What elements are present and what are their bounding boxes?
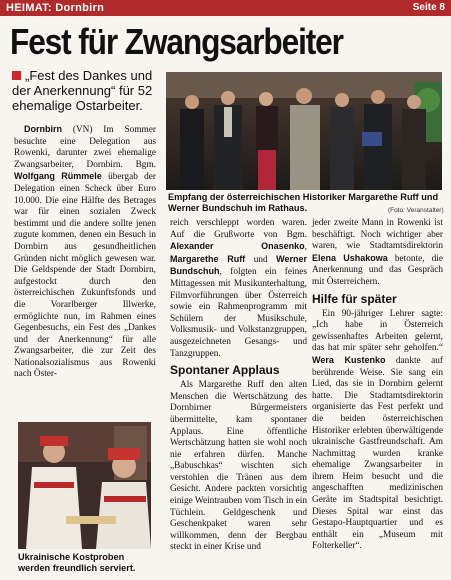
person-name: Alexander Onasenko [170,241,305,252]
headline: Fest für Zwangsarbeiter [10,21,343,62]
photo-service [18,422,151,549]
paragraph [14,124,156,381]
text: , folgten ein feines Mittagessen mit Musikunterhaltung, Filmvorführungen über Österreich sowie ein Rahmenprogramm mit Schülern der Musikschule, Volksmusik- und Volkstanzgruppen, ausgezeichneten Gesangs- und Tanzgruppen. [170,267,307,359]
dateline: Dornbirn [24,124,62,134]
paragraph [312,309,443,553]
person-name: Werner Bundschuh [170,253,307,277]
text: betonte, die Anerkennung und das Gespräch mit Österreichern. [312,253,444,287]
text: jeder zweite Mann in Rowenki ist beschäftigt. Noch wichtiger aber waren, wie Stadtamtsdirektorin [312,218,443,252]
lead-text [12,68,162,113]
caption-main: Empfang der österreichischen Historiker Margarethe Ruff und Werner Bundschuh im Rathaus. [168,192,439,213]
photo-service-image [18,422,151,549]
caption-small: Ukrainische Kostproben werden freundlich serviert. [18,552,136,573]
person-name: Wolfgang Rümmele [14,171,102,182]
person-name: Margarethe Ruff [170,253,246,264]
article-column-1 [14,124,156,381]
person-name: Elena Ushakowa [312,252,388,263]
paragraph [312,218,443,289]
lead-bullet-icon [12,71,21,80]
paragraph: Als Margarethe Ruff den alten Menschen die Wertschätzung des Dornbirner Bürgermeisters übermittelte, kam spontaner Applaus. Eine öffentliche Wertschätzung hatten sie wohl noch nie erfahren dürfen. Manche „Babuschkas“ wischten sich verstohlen die Tränen aus dem Gesicht. Andere packten vorsichtig einige Weintrauben vom Tisch in ein Tüchlein. Geldgeschenk und Geschenkpaket waren sehr willkommen, denn der Bergbau steckt in einer Krise und [170,380,307,553]
header-bar [0,0,451,16]
text: , [304,242,307,253]
lead-text-body: „Fest des Dankes und der Anerkennung“ für 52 ehemalige Ostarbeiter. [12,68,153,113]
text: Ein 90-jähriger Lehrer sagte: „Ich habe in Österreich gewissenhaftes Arbeiten gelernt, das hat mir später sehr geholfen.“ [312,308,443,354]
article-column-3 [312,218,443,553]
paragraph [170,218,307,360]
text: und [245,254,277,265]
person-name: Wera Kustenko [312,354,386,365]
text: dankte auf berührende Weise. Sie sang ein Lied, das sie in Dornbirn gelernt hatte. Die Stadtamtsdirektorin organisierte das Fest perfekt und die beiden österreichischen Historiker erlebten überwältigende ukrainische Gastfreundschaft. Am Nachmittag wurden kranke ehemalige Zwangsarbeiter in ihrem Heim besucht und die angeschafften medizinischen Geräte im Stadtspital besichtigt. Dieses Spital war einst das Gestapo-Hauptquartier und es enthält ein „Museum mit Folterkeller“. [312,355,443,552]
text: übergab der Delegation einen Scheck über Euro 10.000. Die eine Hälfte des Betrages war für einen sozialen Zweck bestimmt und die andere sollte jenen zugute kommen, denen ein Besuch in Dornbirn aus gesundheitlichen Gründen nicht möglich gewesen war. Die Geldspende der Stadt Dornbirn, aufgestockt durch den österreichischen Zukunftsfonds und die Vorarlberger Illwerke, ermöglichte nun, im Rahmen eines Gegenbesuchs, ein Fest des „Dankes und der Anerkennung“ für alle Zwangsarbeiter, die zur Zeit des Nationalsozialismus aus Rowenki nach Öster- [14,172,156,380]
subheading: Spontaner Applaus [170,363,280,378]
text: reich verschleppt worden waren. Auf die Grußworte von Bgm. [170,218,307,240]
section-label: HEIMAT: Dornbirn [6,2,105,14]
page-number: Seite 8 [412,2,445,13]
photo-reception [166,72,442,190]
photo-reception-image [166,72,442,190]
text: (VN) Im Sommer besuchte eine Delegation aus Rowenki, darunter zwei ehemalige Zwangsarbeiter, Dornbirn. Bgm. [14,125,156,170]
subheading: Hilfe für später [312,291,397,306]
article-column-2 [170,218,307,554]
photo-credit: (Foto: Veranstalter) [388,207,444,214]
